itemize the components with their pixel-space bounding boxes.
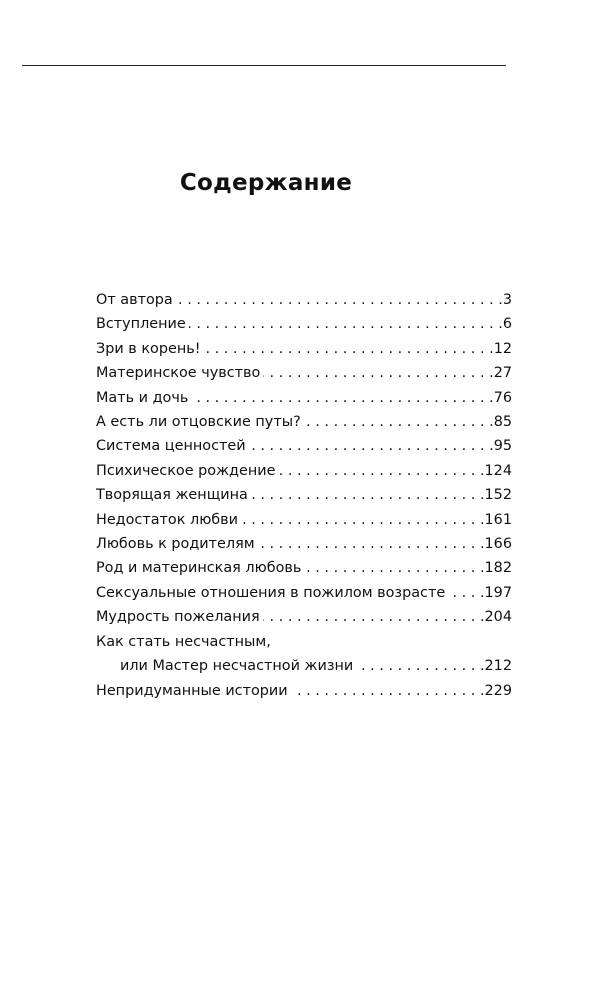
dot-leader — [291, 679, 485, 703]
dot-leader — [304, 556, 484, 580]
page-title: Содержание — [179, 170, 353, 196]
toc-entry-label-line1: Как стать несчастным, — [96, 633, 271, 650]
toc-entry-page: 152 — [484, 487, 512, 504]
toc-entry-page: 85 — [493, 414, 512, 431]
toc-entry-label: или Мастер несчастной жизни — [120, 658, 354, 675]
toc-entry[interactable] — [96, 679, 512, 703]
dot-leader — [258, 532, 485, 556]
toc-entry-label: Непридуманные истории — [96, 682, 288, 699]
toc-entry-label: Сексуальные отношения в пожилом возрасте — [96, 584, 446, 601]
toc-entry[interactable] — [96, 361, 512, 385]
dot-leader — [241, 508, 485, 532]
dot-leader — [304, 410, 494, 434]
dot-leader — [356, 654, 484, 678]
toc-entry[interactable] — [96, 508, 512, 532]
toc-entry[interactable] — [96, 532, 512, 556]
toc-entry-page: 95 — [493, 438, 512, 455]
dot-leader — [249, 434, 494, 458]
toc-entry-label: Недостаток любви — [96, 511, 239, 528]
toc-entry[interactable] — [96, 459, 512, 483]
toc-entry[interactable] — [96, 288, 512, 312]
toc-entry-label: Любовь к родителям — [96, 536, 255, 553]
toc-entry-label: Материнское чувство — [96, 365, 261, 382]
toc-entry-label: Род и материнская любовь — [96, 560, 302, 577]
header-rule — [22, 65, 506, 66]
toc-entry-page: 12 — [493, 340, 512, 357]
toc-entry[interactable] — [96, 581, 512, 605]
dot-leader — [448, 581, 484, 605]
dot-leader — [251, 483, 485, 507]
toc-entry-page: 124 — [484, 462, 512, 479]
dot-leader — [278, 459, 484, 483]
toc-entry-label: Мудрость пожелания — [96, 609, 260, 626]
toc-entry[interactable] — [96, 337, 512, 361]
table-of-contents — [96, 288, 512, 703]
toc-entry[interactable] — [96, 556, 512, 580]
toc-entry-label: Система ценностей — [96, 438, 246, 455]
toc-entry-page: 27 — [493, 365, 512, 382]
toc-entry-label: Зри в корень! — [96, 340, 201, 357]
toc-entry[interactable] — [96, 386, 512, 410]
toc-entry-page: 229 — [484, 682, 512, 699]
toc-entry-page: 212 — [484, 658, 512, 675]
toc-entry-label: Вступление — [96, 316, 186, 333]
dot-leader — [189, 312, 503, 336]
dot-leader — [176, 288, 503, 312]
toc-entry-label: От автора — [96, 292, 173, 308]
toc-entry[interactable] — [96, 312, 512, 336]
toc-entry-page: 166 — [484, 536, 512, 553]
dot-leader — [191, 386, 493, 410]
toc-entry-label: Творящая женщина — [96, 487, 248, 504]
toc-entry-page: 76 — [493, 389, 512, 406]
toc-entry[interactable] — [96, 605, 512, 629]
toc-entry[interactable] — [96, 410, 512, 434]
toc-entry-page: 197 — [484, 584, 512, 601]
toc-entry-page: 161 — [484, 511, 512, 528]
toc-entry-page: 204 — [484, 609, 512, 626]
dot-leader — [263, 361, 493, 385]
toc-entry-label: Мать и дочь — [96, 389, 189, 406]
toc-entry[interactable] — [96, 630, 512, 679]
toc-entry-label: А есть ли отцовские путы? — [96, 414, 301, 431]
toc-entry-label: Психическое рождение — [96, 462, 276, 479]
toc-entry[interactable] — [96, 483, 512, 507]
toc-entry-page: 182 — [484, 560, 512, 577]
toc-entry-page: 6 — [502, 316, 512, 333]
toc-entry[interactable] — [96, 434, 512, 458]
toc-entry-page: 3 — [502, 292, 512, 308]
dot-leader — [263, 605, 485, 629]
dot-leader — [204, 337, 494, 361]
